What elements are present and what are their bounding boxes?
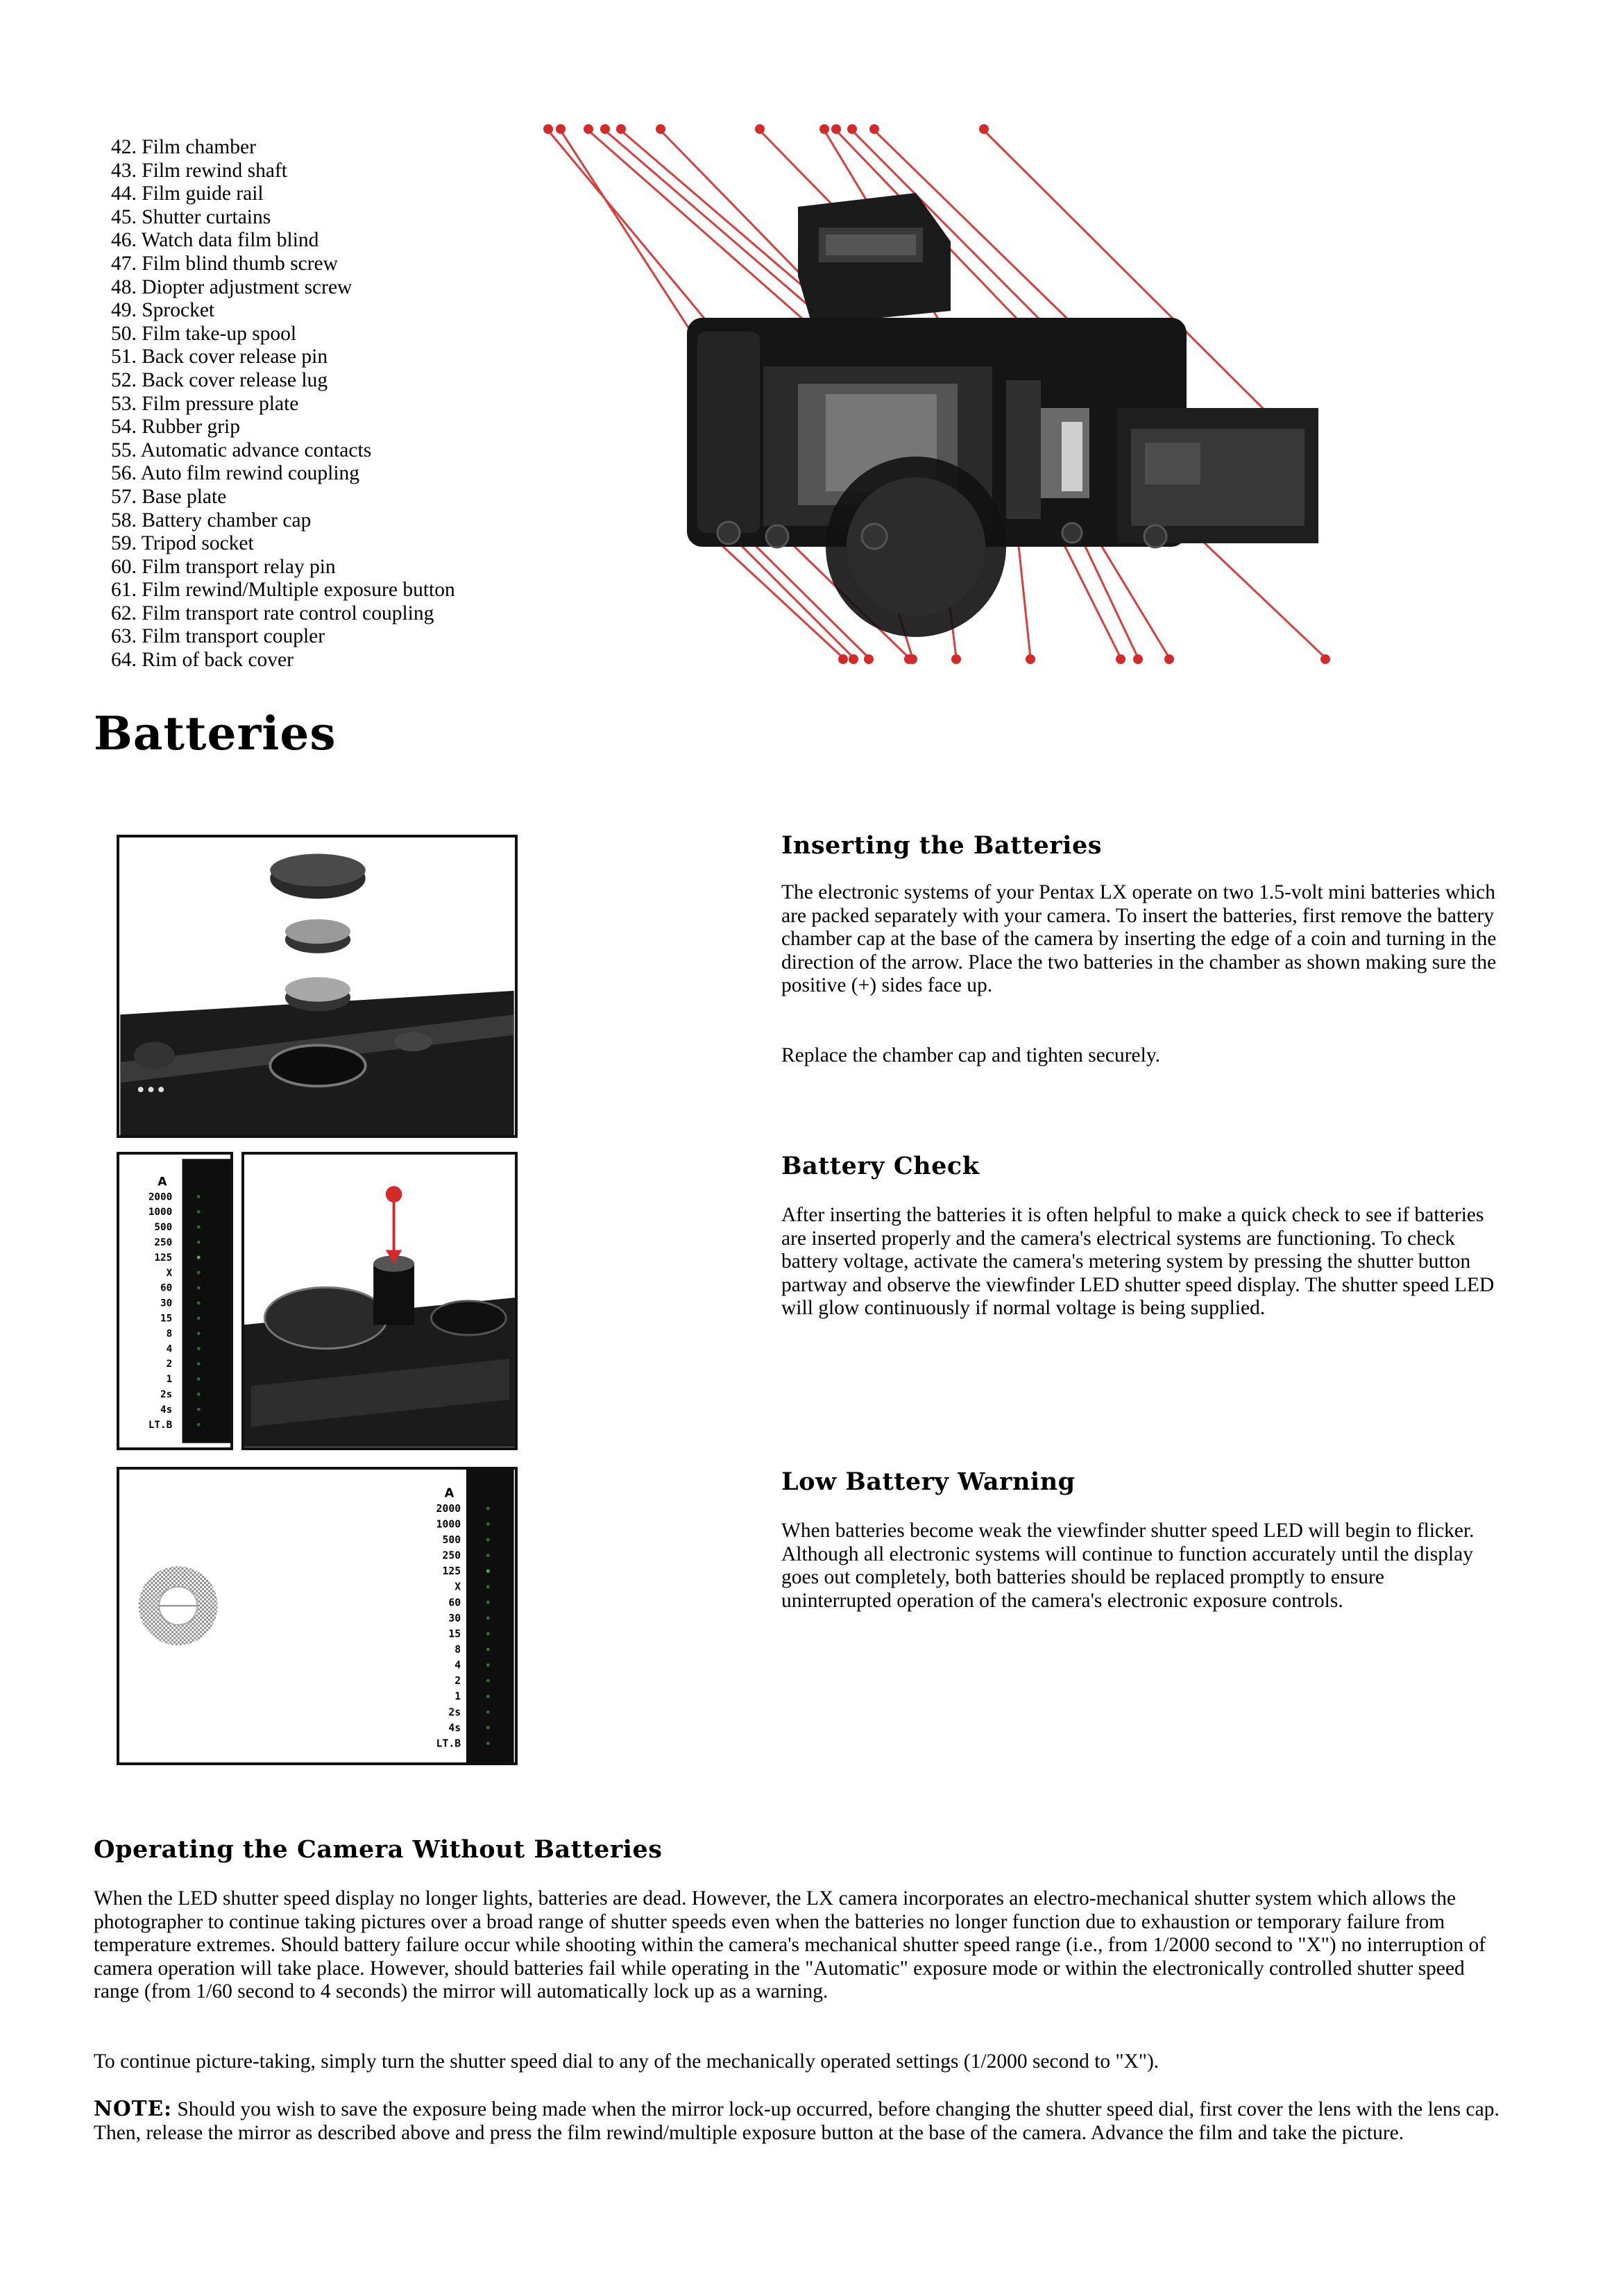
viewfinder-speed-label: X — [454, 1581, 461, 1593]
parts-item: 64. Rim of back cover — [111, 649, 294, 672]
viewfinder-speed-label: 15 — [448, 1628, 461, 1640]
viewfinder-led-dot — [197, 1241, 201, 1244]
viewfinder-speed-label: 4s — [448, 1721, 461, 1734]
parts-list — [111, 136, 455, 672]
parts-item: 57. Base plate — [111, 485, 227, 508]
viewfinder-led-dot — [486, 1585, 490, 1588]
viewfinder-speed-label: 15 — [160, 1313, 173, 1325]
viewfinder-led-dot — [486, 1522, 490, 1526]
parts-item: 61. Film rewind/Multiple exposure button — [111, 579, 455, 602]
viewfinder-speed-label: 2000 — [436, 1502, 461, 1515]
viewfinder-speed-label: 2 — [166, 1359, 173, 1370]
viewfinder-led-dot — [197, 1286, 201, 1290]
viewfinder-led-dot — [486, 1726, 490, 1729]
viewfinder-led-dot — [486, 1694, 490, 1698]
camera-back-diagram — [527, 117, 1346, 692]
viewfinder-speed-label: 125 — [154, 1252, 173, 1264]
viewfinder-speed-label: 2s — [160, 1389, 173, 1401]
parts-item: 44. Film guide rail — [111, 182, 264, 205]
viewfinder-led-dot — [486, 1616, 490, 1619]
viewfinder-led-dot — [486, 1710, 490, 1714]
viewfinder-speed-label: LT.B — [436, 1737, 461, 1750]
viewfinder-mode: A — [158, 1175, 167, 1189]
parts-item: 42. Film chamber — [111, 136, 256, 158]
viewfinder-mode-2: A — [444, 1486, 454, 1501]
note-text: Should you wish to save the exposure being made when the mirror lock-up occurred, before changing the shutter speed dial, first cover the lens with the lens cap. Then, release the mirror as described above and press the film rewind/multiple exposure button at the base of the camera. Advance the film and take the picture. — [94, 2098, 1499, 2144]
viewfinder-screen — [117, 1467, 518, 1765]
battery-insert-photo — [117, 835, 518, 1138]
viewfinder-led-dot — [486, 1554, 490, 1557]
parts-item: 48. Diopter adjustment screw — [111, 275, 352, 298]
back-cover — [1117, 408, 1318, 543]
viewfinder-speed-label: 60 — [160, 1282, 173, 1294]
viewfinder-led-dot — [197, 1408, 201, 1411]
inserting-paragraph-2: Replace the chamber cap and tighten securely. — [781, 1044, 1161, 1066]
parts-item: 56. Auto film rewind coupling — [111, 462, 360, 485]
viewfinder-speed-label: 1000 — [148, 1207, 173, 1218]
battery-check-heading: Battery Check — [781, 1152, 980, 1180]
viewfinder-speed-label: 30 — [448, 1612, 461, 1624]
low-battery-paragraph: When batteries become weak the viewfinder shutter speed LED will begin to flicker. Although all electronic systems will continue to function accurately until the display goes out completely, both batteries should be replaced promptly to ensure uninterrupted operation of the camera's electronic exposure controls. — [781, 1520, 1475, 1612]
viewfinder-led-dot — [197, 1195, 201, 1198]
viewfinder-led-dot — [486, 1601, 490, 1604]
viewfinder-speed-label: X — [166, 1267, 173, 1279]
viewfinder-led-dot — [486, 1570, 490, 1573]
viewfinder-speed-label: 500 — [154, 1222, 173, 1234]
viewfinder-led-dot — [197, 1316, 201, 1320]
parts-item: 59. Tripod socket — [111, 532, 254, 555]
viewfinder-led-dot — [486, 1538, 490, 1542]
parts-item: 49. Sprocket — [111, 299, 215, 322]
parts-item: 46. Watch data film blind — [111, 229, 319, 252]
low-battery-heading: Low Battery Warning — [781, 1468, 1076, 1496]
viewfinder-speed-label: 4s — [160, 1404, 173, 1415]
viewfinder-speed-label: 1 — [454, 1690, 461, 1703]
parts-item: 62. Film transport rate control coupling — [111, 602, 434, 624]
viewfinder-led-dot — [197, 1332, 201, 1335]
parts-item: 51. Back cover release pin — [111, 346, 328, 368]
viewfinder-speed-label: 8 — [166, 1328, 173, 1340]
parts-item: 55. Automatic advance contacts — [111, 439, 372, 461]
viewfinder-speed-label: 250 — [154, 1237, 173, 1248]
parts-item: 53. Film pressure plate — [111, 392, 299, 415]
parts-item: 58. Battery chamber cap — [111, 509, 312, 532]
section-title: Batteries — [94, 706, 337, 760]
viewfinder-led-dot — [197, 1210, 201, 1214]
note-paragraph — [94, 2097, 1509, 2145]
viewfinder-led-dot — [197, 1301, 201, 1304]
viewfinder-led-dot — [486, 1679, 490, 1683]
inserting-paragraph-1: The electronic systems of your Pentax LX operate on two 1.5-volt mini batteries which are packed separately with your camera. To insert the batteries, first remove the battery chamber cap at the base of the camera by inserting the edge of a coin and turning in the direction of the arrow. Place the two batteries in the chamber as shown making sure the positive (+) sides face up. — [781, 881, 1497, 997]
viewfinder-speed-label: 250 — [442, 1549, 461, 1562]
viewfinder-speed-label: 2000 — [148, 1191, 173, 1203]
parts-item: 45. Shutter curtains — [111, 205, 271, 228]
parts-item: 52. Back cover release lug — [111, 368, 328, 391]
viewfinder-led-dot — [486, 1742, 490, 1745]
battery-check-paragraph: After inserting the batteries it is often helpful to make a quick check to see if batteries are inserted properly and the camera's electrical systems are functioning. To check battery voltage, activate the camera's metering system by pressing the shutter button partway and observe the viewfinder LED shutter speed display. The shutter speed LED will glow continuously if normal voltage is being supplied. — [781, 1204, 1495, 1320]
viewfinder-led-dot — [197, 1225, 201, 1229]
viewfinder-speed-label: 4 — [454, 1659, 461, 1672]
parts-item: 50. Film take-up spool — [111, 322, 297, 345]
parts-item: 54. Rubber grip — [111, 416, 240, 439]
viewfinder-speed-label: 60 — [448, 1597, 461, 1609]
detached-finder — [798, 193, 951, 325]
note-label: NOTE: — [94, 2096, 172, 2120]
viewfinder-led-dot — [486, 1506, 490, 1510]
viewfinder-led-dot — [197, 1362, 201, 1366]
parts-item: 60. Film transport relay pin — [111, 555, 336, 578]
viewfinder-speed-label: 2 — [454, 1675, 461, 1687]
parts-item: 63. Film transport coupler — [111, 625, 325, 648]
viewfinder-speed-label: 500 — [442, 1533, 461, 1546]
viewfinder-led-dot — [197, 1256, 201, 1259]
without-batteries-heading: Operating the Camera Without Batteries — [94, 1835, 663, 1864]
viewfinder-led-dot — [486, 1663, 490, 1667]
viewfinder-led-dot — [197, 1271, 201, 1275]
viewfinder-led-dot — [486, 1648, 490, 1651]
inserting-heading: Inserting the Batteries — [781, 831, 1102, 860]
viewfinder-led-dot — [197, 1377, 201, 1381]
viewfinder-led-dot — [197, 1423, 201, 1427]
without-batteries-paragraph-1: When the LED shutter speed display no longer lights, batteries are dead. However, the LX camera incorporates an electro-mechanical shutter system which allows the photographer to continue taking pictures over a broad range of shutter speeds even when the batteries no longer function due to exhaustion or temporary failure from temperature extremes. Should battery failure occur while shooting within the camera's mechanical shutter speed range (i.e., from 1/2000 second to "X") no interruption of camera operation will take place. However, should batteries fail while operating in the "Automatic" exposure mode or within the electronically controlled shutter speed range (from 1/60 second to 4 seconds) the mirror will automatically lock up as a warning. — [94, 1887, 1486, 2003]
viewfinder-led-dot — [197, 1347, 201, 1350]
shutter-button-photo — [241, 1152, 518, 1450]
viewfinder-speed-label: 1 — [166, 1374, 173, 1386]
parts-item: 43. Film rewind shaft — [111, 159, 288, 182]
viewfinder-speed-label: 8 — [454, 1643, 461, 1656]
viewfinder-led-dot — [486, 1632, 490, 1635]
viewfinder-speed-label: 1000 — [436, 1518, 461, 1531]
viewfinder-speed-label: 4 — [166, 1343, 173, 1355]
viewfinder-led-dot — [197, 1393, 201, 1396]
viewfinder-speed-label: LT.B — [148, 1419, 173, 1431]
viewfinder-speed-label: 2s — [448, 1706, 461, 1719]
viewfinder-speed-label: 125 — [442, 1565, 461, 1578]
viewfinder-led-display — [117, 1152, 233, 1450]
camera-body — [687, 318, 1187, 637]
without-batteries-paragraph-2: To continue picture-taking, simply turn the shutter speed dial to any of the mechanically operated settings (1/2000 second to "X"). — [94, 2050, 1159, 2073]
parts-item: 47. Film blind thumb screw — [111, 252, 338, 275]
viewfinder-speed-label: 30 — [160, 1298, 173, 1309]
